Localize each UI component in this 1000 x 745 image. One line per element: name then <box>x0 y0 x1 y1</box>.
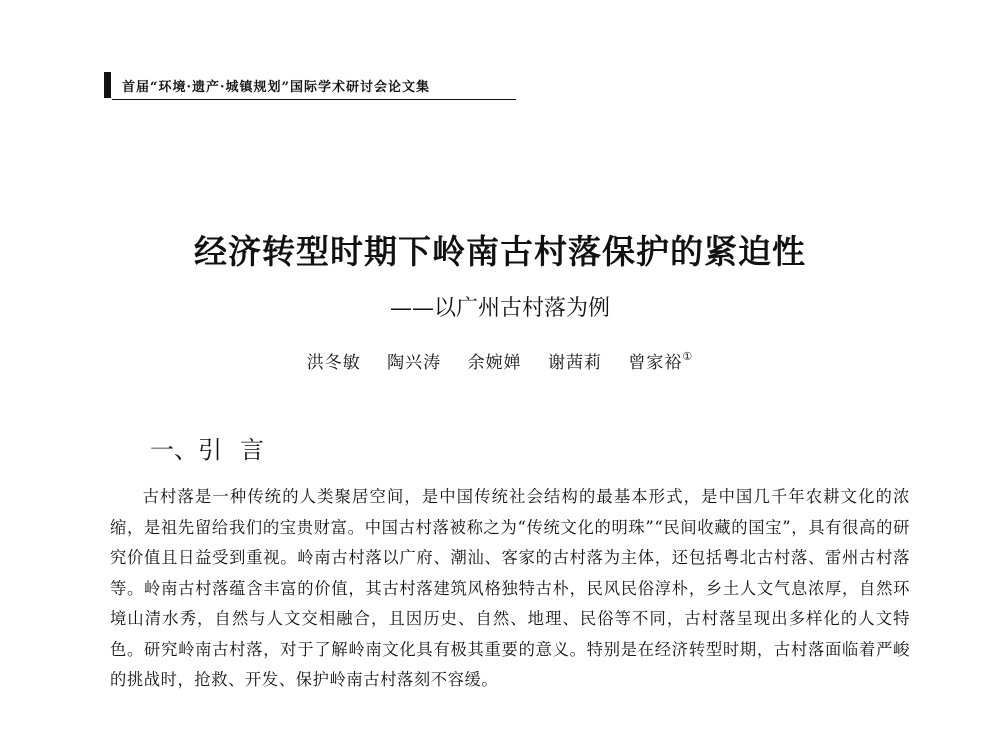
author-name: 谢茜莉 <box>547 353 602 373</box>
header-rule <box>112 99 516 100</box>
section-title: 引言 <box>198 436 282 464</box>
author-name: 余婉婵 <box>467 353 522 373</box>
author-name: 曾家裕 <box>628 353 683 373</box>
paper-title: 经济转型时期下岭南古村落保护的紧迫性 <box>194 232 806 271</box>
author-with-footnote <box>628 350 694 373</box>
body-paragraph: 古村落是一种传统的人类聚居空间，是中国传统社会结构的最基本形式，是中国几千年农耕文化的浓缩，是祖先留给我们的宝贵财富。中国古村落被称之为“传统文化的明珠”“民间收藏的国宝”，具有很高的研究价值且日益受到重视。岭南古村落以广府、潮汕、客家的古村落为主体，还包括粤北古村落、雷州古村落等。岭南古村落蕴含丰富的价值，其古村落建筑风格独特古朴，民风民俗淳朴，乡土人文气息浓厚，自然环境山清水秀，自然与人文交相融合，且因历史、自然、地理、民俗等不同，古村落呈现出多样化的人文特色。研究岭南古村落，对于了解岭南文化具有极其重要的意义。特别是在经济转型时期，古村落面临着严峻的挑战时，抢救、开发、保护岭南古村落刻不容缓。 <box>110 487 910 689</box>
body-text <box>110 482 910 696</box>
running-header <box>104 70 516 100</box>
paper-subtitle: ——以广州古村落为例 <box>389 296 610 321</box>
section-number: 一、 <box>150 436 198 464</box>
header-text: 首届“环境·遗产·城镇规划”国际学术研讨会论文集 <box>122 80 431 95</box>
section-heading <box>150 430 282 465</box>
author-name: 洪冬敏 <box>306 353 361 373</box>
author-name: 陶兴涛 <box>387 353 442 373</box>
author-list <box>0 348 1000 373</box>
footnote-marker: ① <box>682 350 694 363</box>
header-bar <box>104 72 111 98</box>
